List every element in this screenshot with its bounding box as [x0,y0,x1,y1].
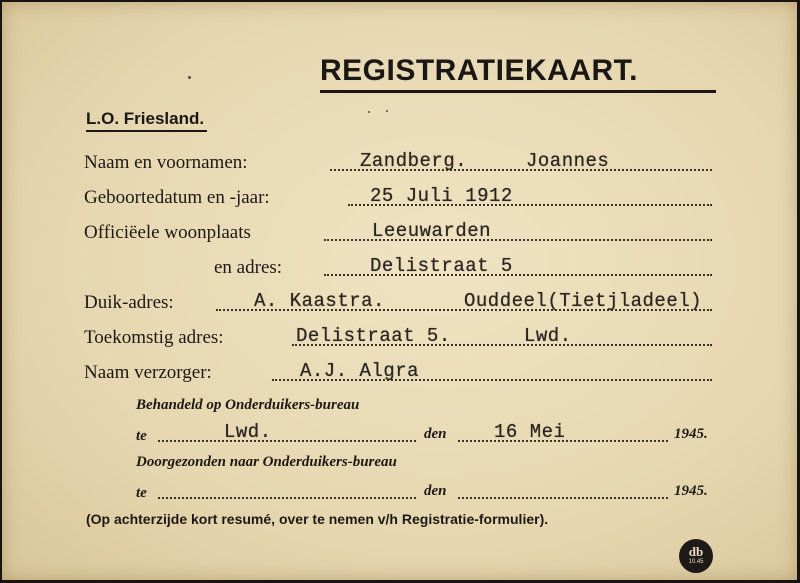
organisation-name: L.O. Friesland. [86,108,207,132]
processed-date-value: 16 Mei [494,421,566,443]
residence-value: Leeuwarden [372,220,492,242]
paper-speck [188,76,191,79]
field-address-label: en adres: [214,257,283,278]
dotted-line [158,497,416,499]
field-address-row [214,255,724,279]
future-address-value: Delistraat 5. [296,325,451,347]
processed-place-value: Lwd. [224,421,272,443]
hiding-place-value: Ouddeel(Tietjladeel) [464,290,703,312]
printer-logo [679,539,713,573]
processed-te-label: te [136,428,147,444]
card-title: REGISTRATIEKAART. [320,52,716,93]
forwarded-te-label: te [136,485,147,501]
processed-den-label: den [424,426,447,442]
field-caretaker-row [84,360,724,384]
field-caretaker-label: Naam verzorger: [84,362,212,383]
dotted-line [458,497,668,499]
field-name-label: Naam en voornamen: [84,152,248,173]
printer-monogram: db [688,544,704,559]
registration-card [2,2,797,580]
footnote: (Op achterzijde kort resumé, over te nemen v/h Registratie-formulier). [86,511,549,527]
field-name-row [84,150,724,174]
field-future-address-label: Toekomstig adres: [84,327,224,348]
future-city-value: Lwd. [524,325,572,347]
forwarded-den-label: den [424,483,447,499]
field-birthdate-row [84,185,724,209]
forwarded-row [136,478,726,502]
processed-year: 1945. [674,426,708,442]
forwarded-year: 1945. [674,483,708,499]
field-hiding-address-label: Duik-adres: [84,292,174,313]
address-value: Delistraat 5 [370,255,513,277]
field-future-address-row [84,325,724,349]
forwarded-heading: Doorgezonden naar Onderduikers-bureau [136,454,397,470]
hiding-host-value: A. Kaastra. [254,290,385,312]
paper-speck [386,110,388,112]
field-birthdate-label: Geboortedatum en -jaar: [84,187,270,208]
field-hiding-address-row [84,290,774,314]
surname-value: Zandberg. [360,150,468,172]
field-residence-row [84,220,724,244]
processed-row [136,421,726,445]
first-name-value: Joannes [526,150,610,172]
processed-heading: Behandeld op Onderduikers-bureau [136,397,360,413]
paper-speck [368,111,370,113]
birthdate-value: 25 Juli 1912 [370,185,513,207]
caretaker-value: A.J. Algra [300,360,420,382]
dotted-line [158,440,416,442]
printer-code: 10.45 [688,559,704,565]
field-residence-label: Officiëele woonplaats [84,222,251,243]
